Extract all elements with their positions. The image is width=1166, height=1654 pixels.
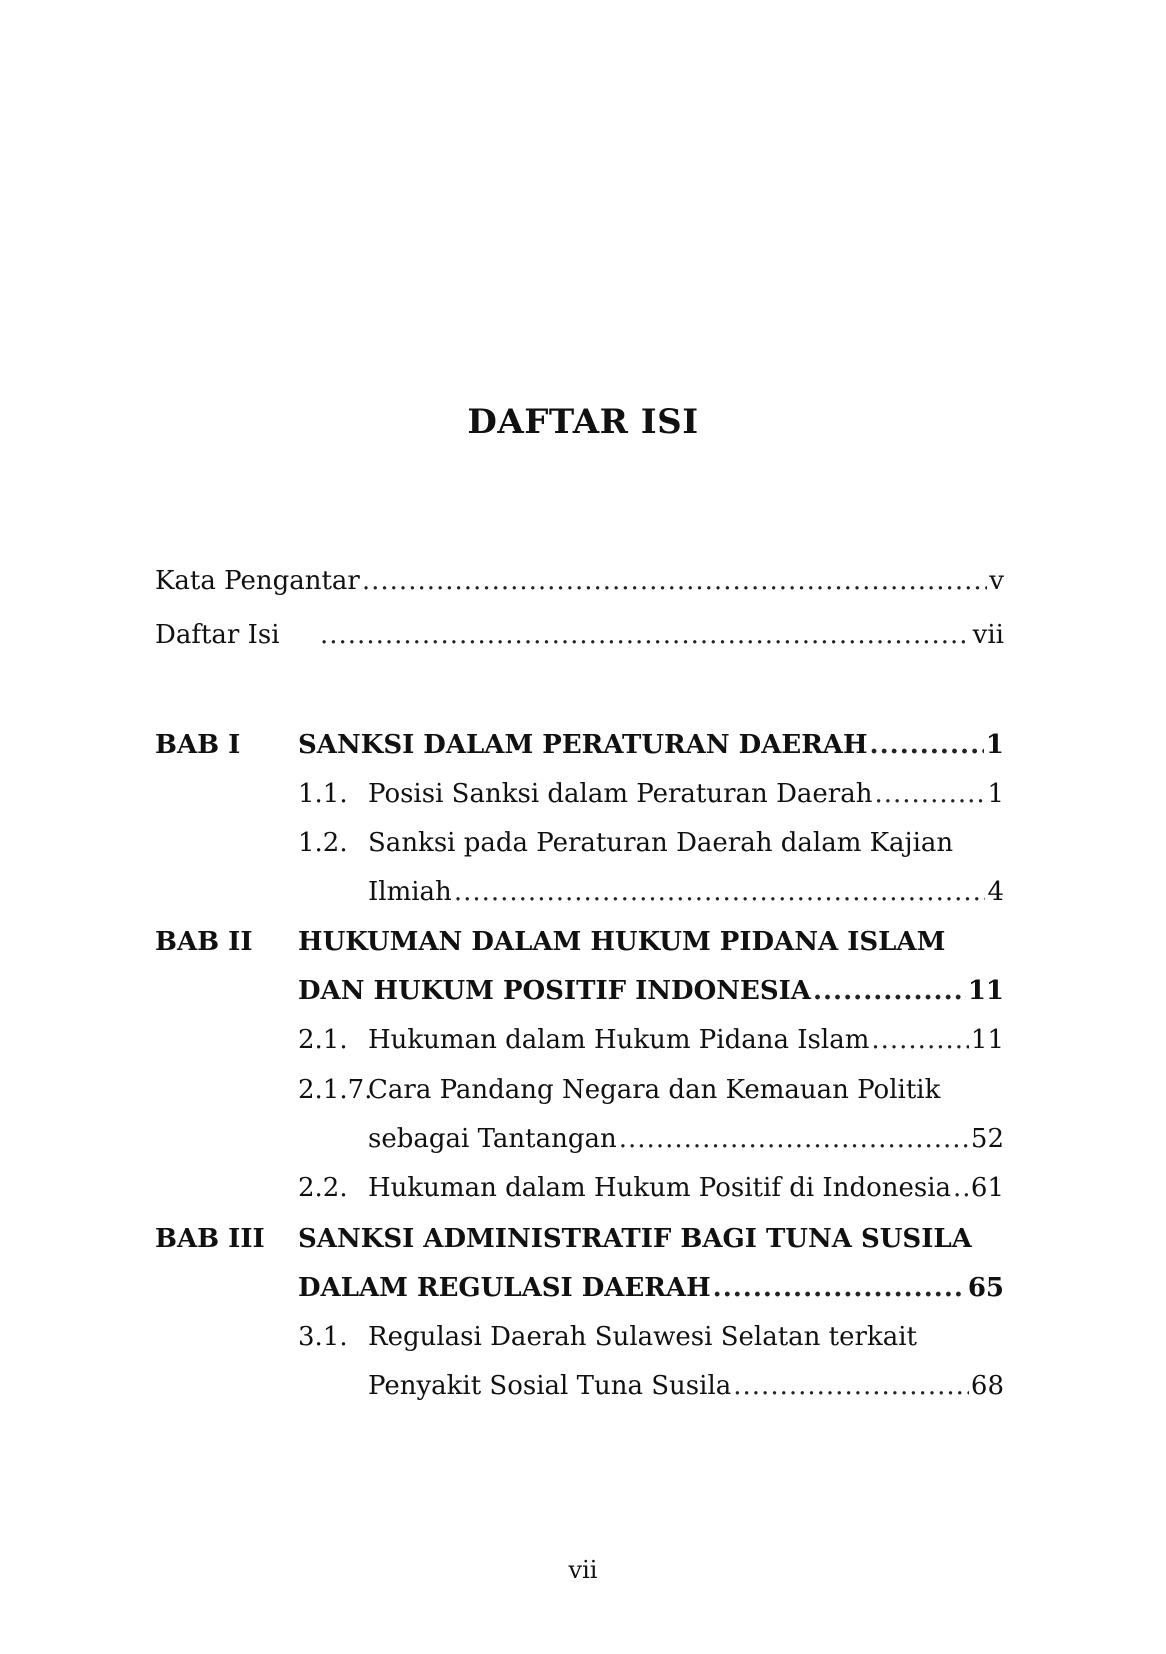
section-title: Hukuman dalam Hukum Pidana Islam <box>368 1025 870 1055</box>
toc-section-2-1[interactable] <box>368 1023 1004 1057</box>
chapter-page: 1 <box>985 730 1004 760</box>
toc-entry-page: vii <box>972 620 1004 650</box>
chapter-label: BAB I <box>155 730 241 760</box>
section-number: 2.1.7. <box>298 1075 373 1105</box>
toc-entry-page: v <box>989 566 1004 596</box>
toc-entry-kata-pengantar[interactable] <box>155 564 1004 598</box>
section-number: 2.2. <box>298 1173 348 1203</box>
toc-section-3-1[interactable] <box>368 1369 1004 1403</box>
toc-chapter-3[interactable] <box>298 1271 1004 1305</box>
chapter-page: 65 <box>967 1273 1004 1303</box>
dot-leader <box>953 1171 969 1205</box>
toc-entry-label[interactable]: Daftar Isi <box>155 620 280 650</box>
toc-section-2-2[interactable] <box>368 1171 1004 1205</box>
section-title-cont: sebagai Tantangan <box>368 1124 617 1154</box>
chapter-title-cont: DALAM REGULASI DAERAH <box>298 1273 711 1303</box>
section-page: 52 <box>970 1124 1004 1154</box>
dot-leader <box>454 875 986 909</box>
toc-entry-daftar-isi[interactable] <box>318 618 1004 652</box>
section-page: 1 <box>987 779 1004 809</box>
section-title: Hukuman dalam Hukum Positif di Indonesia <box>368 1173 952 1203</box>
section-title-cont: Penyakit Sosial Tuna Susila <box>368 1371 732 1401</box>
toc-chapter-2[interactable] <box>298 974 1004 1008</box>
toc-chapter-1[interactable] <box>298 728 1004 762</box>
toc-section-1-1[interactable] <box>368 777 1004 811</box>
dot-leader <box>733 1369 969 1403</box>
chapter-title-cont: DAN HUKUM POSITIF INDONESIA <box>298 976 811 1006</box>
chapter-title[interactable]: HUKUMAN DALAM HUKUM PIDANA ISLAM <box>298 927 946 957</box>
chapter-page: 11 <box>967 976 1004 1006</box>
chapter-label: BAB III <box>155 1224 265 1254</box>
page-title: DAFTAR ISI <box>467 402 699 442</box>
dot-leader <box>874 777 985 811</box>
section-page: 4 <box>987 877 1004 907</box>
section-title: Posisi Sanksi dalam Peraturan Daerah <box>368 779 873 809</box>
section-title[interactable]: Cara Pandang Negara dan Kemauan Politik <box>368 1075 941 1105</box>
section-number: 2.1. <box>298 1025 348 1055</box>
chapter-label: BAB II <box>155 927 253 957</box>
section-page: 61 <box>970 1173 1004 1203</box>
dot-leader <box>813 974 966 1008</box>
section-page: 68 <box>970 1371 1004 1401</box>
page-number: vii <box>568 1556 598 1584</box>
section-page: 11 <box>970 1025 1004 1055</box>
toc-section-1-2[interactable] <box>368 875 1004 909</box>
section-number: 1.2. <box>298 828 348 858</box>
section-title[interactable]: Regulasi Daerah Sulawesi Selatan terkait <box>368 1322 917 1352</box>
dot-leader <box>871 1023 969 1057</box>
toc-entry-label: Kata Pengantar <box>155 566 360 596</box>
section-title-cont: Ilmiah <box>368 877 452 907</box>
dot-leader <box>619 1122 969 1156</box>
section-number: 1.1. <box>298 779 348 809</box>
dot-leader <box>870 728 984 762</box>
dot-leader <box>320 618 971 652</box>
chapter-title[interactable]: SANKSI ADMINISTRATIF BAGI TUNA SUSILA <box>298 1224 972 1254</box>
section-title[interactable]: Sanksi pada Peraturan Daerah dalam Kajian <box>368 828 954 858</box>
toc-section-2-1-7[interactable] <box>368 1122 1004 1156</box>
section-number: 3.1. <box>298 1322 348 1352</box>
chapter-title: SANKSI DALAM PERATURAN DAERAH <box>298 730 868 760</box>
dot-leader <box>713 1271 966 1305</box>
dot-leader <box>362 564 987 598</box>
